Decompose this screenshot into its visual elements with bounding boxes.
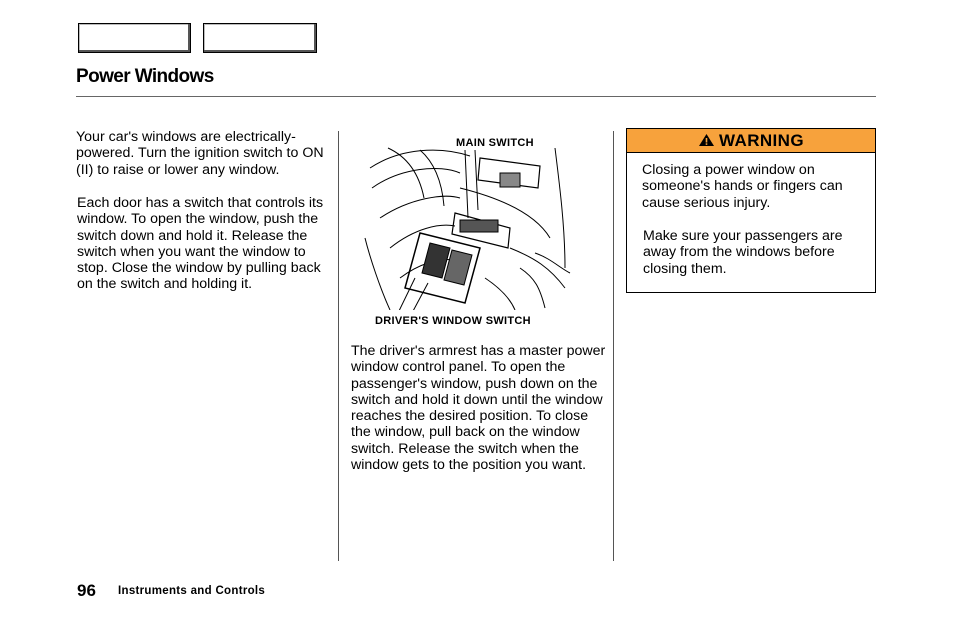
page-number: 96 bbox=[77, 581, 96, 600]
nav-button-next[interactable] bbox=[203, 23, 317, 53]
master-panel-paragraph: The driver's armrest has a master power window control panel. To open the passenger's window, push down on the switch and hold it down until the window reaches the desired position. To close the window, pull back on the window switch. Release the switch when the window gets to the position you want. bbox=[351, 343, 606, 474]
warning-text-injury: Closing a power window on someone's hands or fingers can cause serious injury. bbox=[642, 162, 843, 211]
warning-text-passengers: Make sure your passengers are away from the windows before closing them. bbox=[643, 228, 843, 277]
page-title: Power Windows bbox=[76, 66, 214, 87]
door-switch-paragraph: Each door has a switch that controls its window. To open the window, push the switch down and hold it. Release the switch when you want the window to stop. Close the window by pulling back on the switch and holding it. bbox=[77, 195, 324, 293]
main-switch-callout: MAIN SWITCH bbox=[456, 137, 534, 149]
warning-header bbox=[627, 129, 875, 153]
warning-box bbox=[626, 128, 876, 293]
title-divider bbox=[76, 96, 876, 97]
warning-triangle-icon bbox=[698, 133, 715, 147]
intro-paragraph: Your car's windows are electrically-powered. Turn the ignition switch to ON (II) to raise or lower any window. bbox=[76, 129, 324, 178]
column-divider-left bbox=[338, 131, 339, 561]
section-name: Instruments and Controls bbox=[118, 585, 266, 597]
driver-window-switch-callout: DRIVER'S WINDOW SWITCH bbox=[375, 315, 531, 327]
column-divider-right bbox=[613, 131, 614, 561]
armrest-switch-illustration bbox=[360, 128, 575, 310]
nav-button-previous[interactable] bbox=[78, 23, 191, 53]
warning-label: WARNING bbox=[719, 131, 804, 150]
